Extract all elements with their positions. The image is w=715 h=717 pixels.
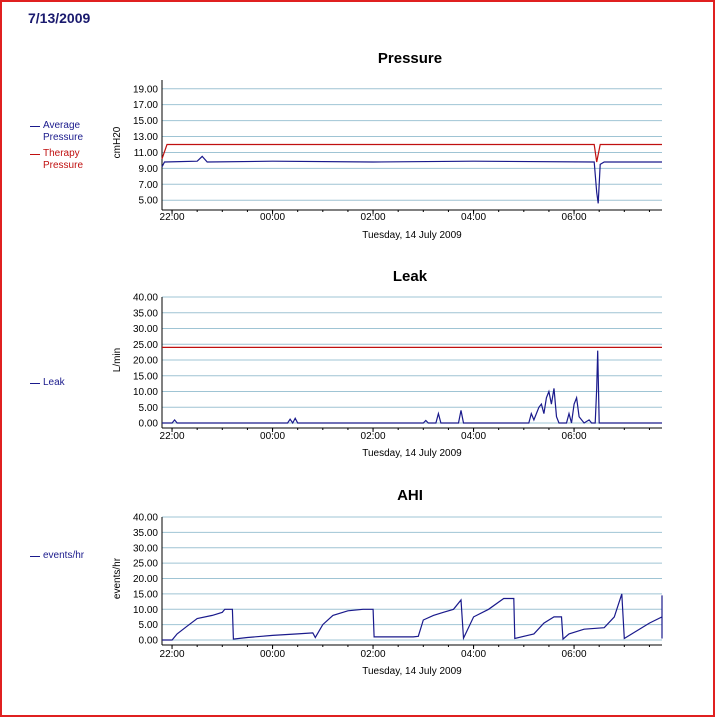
x-tick-label: 04:00 [461, 212, 487, 223]
y-tick-label: 40.00 [132, 292, 158, 304]
pressure-series-line-1 [162, 145, 662, 163]
y-tick-label: 7.00 [138, 179, 158, 191]
pressure-series-line-0 [162, 156, 662, 203]
y-tick-label: 20.00 [132, 355, 158, 367]
x-axis-label: Tuesday, 14 July 2009 [362, 230, 462, 241]
y-tick-label: 5.00 [138, 620, 158, 632]
y-tick-label: 5.00 [138, 195, 158, 207]
y-tick-label: 5.00 [138, 402, 158, 414]
ahi-chart-title: AHI [397, 487, 423, 504]
y-tick-label: 10.00 [132, 604, 158, 616]
y-tick-label: 0.00 [138, 418, 158, 430]
y-tick-label: 30.00 [132, 324, 158, 335]
legend-label: Therapy Pressure [43, 148, 84, 171]
x-tick-label: 22:00 [159, 212, 185, 223]
x-tick-label: 22:00 [159, 649, 185, 660]
y-tick-label: 25.00 [132, 339, 158, 351]
y-tick-label: 10.00 [132, 387, 158, 398]
x-tick-label: 02:00 [360, 212, 386, 223]
x-tick-label: 06:00 [561, 649, 587, 660]
y-tick-label: 17.00 [132, 100, 158, 112]
y-tick-label: 35.00 [132, 308, 158, 320]
y-tick-label: 15.00 [132, 371, 158, 383]
y-tick-label: 25.00 [132, 558, 158, 570]
y-tick-label: 0.00 [138, 635, 158, 647]
report-date: 7/13/2009 [28, 10, 91, 26]
x-tick-label: 02:00 [360, 649, 386, 660]
y-tick-label: 13.00 [132, 132, 158, 144]
y-tick-label: 40.00 [132, 512, 158, 524]
x-tick-label: 02:00 [360, 431, 386, 442]
x-tick-label: 04:00 [461, 649, 487, 660]
y-axis-label: cmH20 [112, 126, 123, 159]
x-tick-label: 06:00 [561, 212, 587, 223]
x-axis-label: Tuesday, 14 July 2009 [362, 666, 462, 677]
y-tick-label: 15.00 [132, 116, 158, 128]
x-tick-label: 00:00 [260, 649, 286, 660]
x-tick-label: 06:00 [561, 431, 587, 442]
y-tick-label: 19.00 [132, 84, 158, 96]
pressure-chart-title: Pressure [377, 50, 443, 67]
legend-label: events/hr [43, 550, 85, 561]
y-axis-label: events/hr [112, 557, 123, 600]
y-tick-label: 35.00 [132, 527, 158, 539]
legend-label: Average Pressure [43, 120, 84, 143]
x-axis-label: Tuesday, 14 July 2009 [362, 448, 462, 459]
leak-series-line-0 [162, 351, 662, 423]
x-tick-label: 22:00 [159, 431, 185, 442]
y-tick-label: 15.00 [132, 589, 158, 601]
y-tick-label: 20.00 [132, 574, 158, 585]
legend-label: Leak [43, 377, 65, 388]
x-tick-label: 00:00 [260, 212, 286, 223]
y-tick-label: 11.00 [133, 147, 158, 159]
ahi-series-line-0 [162, 594, 662, 640]
y-tick-label: 9.00 [138, 163, 158, 175]
leak-chart-title: Leak [392, 268, 428, 285]
y-tick-label: 30.00 [132, 543, 158, 555]
x-tick-label: 00:00 [260, 431, 286, 442]
x-tick-label: 04:00 [461, 431, 487, 442]
y-axis-label: L/min [112, 347, 123, 373]
